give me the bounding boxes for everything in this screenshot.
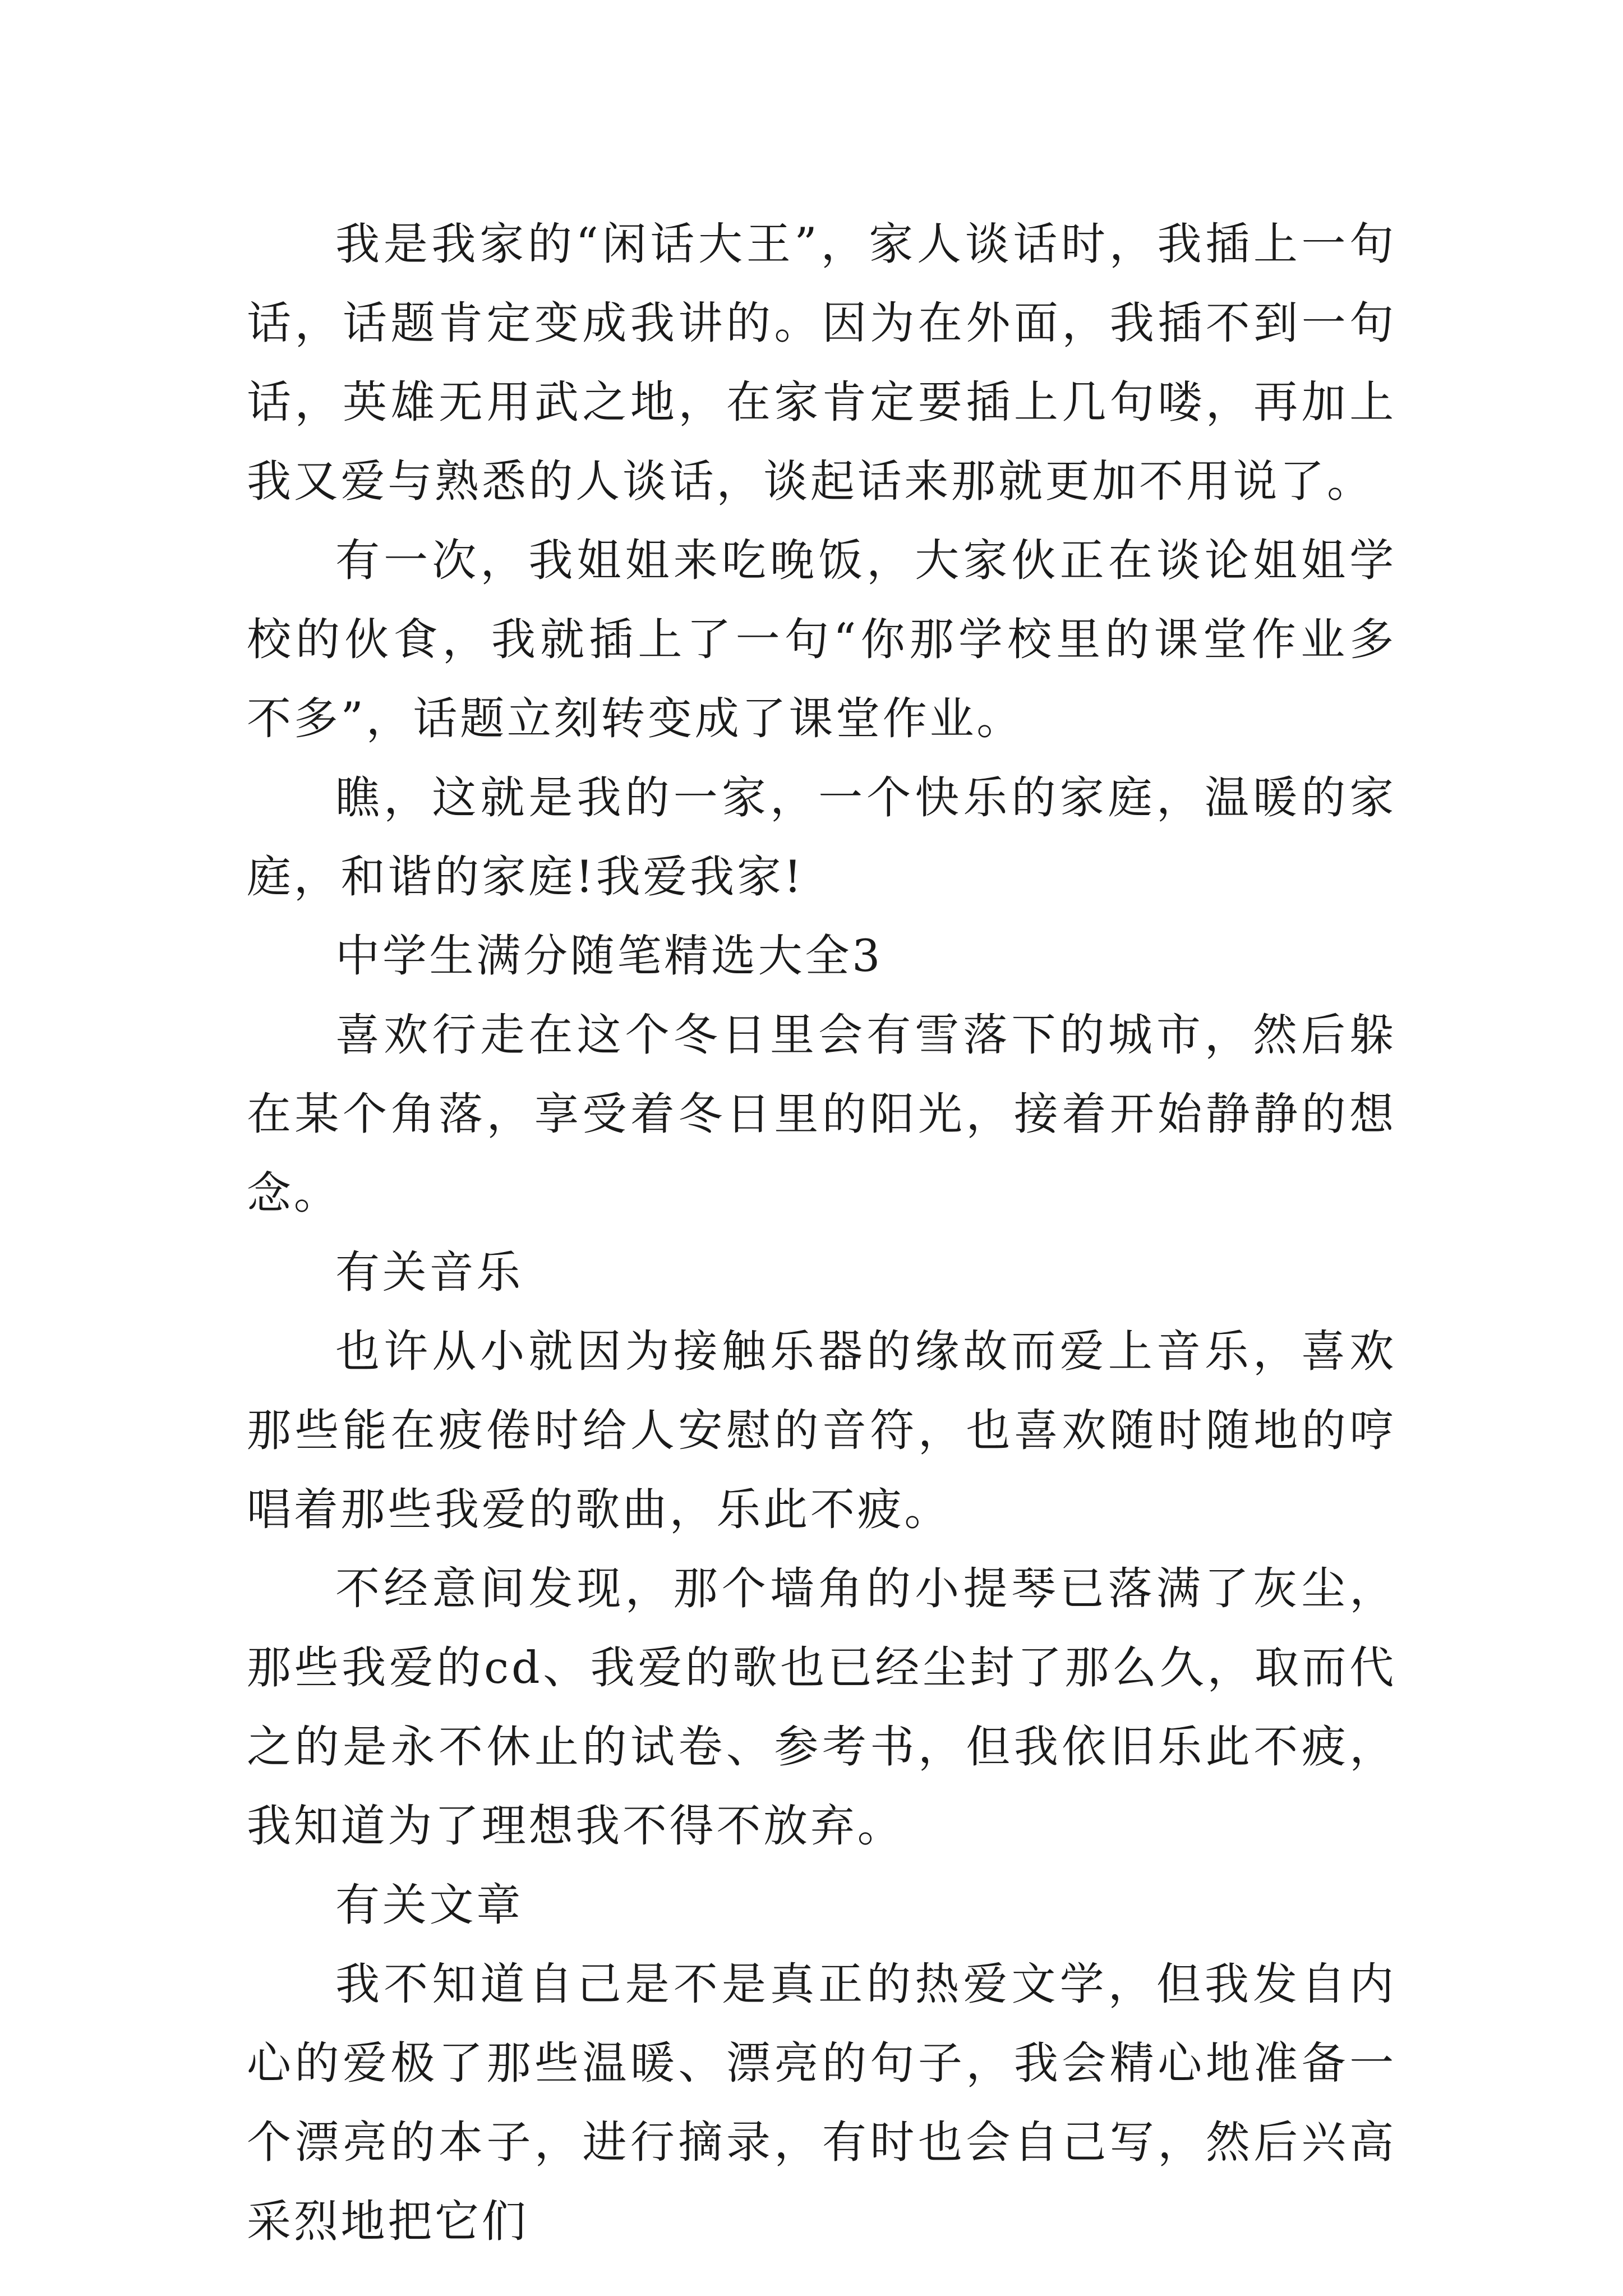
subheading-articles: 有关文章 — [335, 1879, 523, 1931]
paragraph-7: 我不知道自己是不是真正的热爱文学，但我发自内心的爱极了那些温暖、漂亮的句子，我会精心地准备一个漂亮的本子，进行摘录，有时也会自己写，然后兴高采烈地把它们 — [247, 1958, 1396, 2247]
paragraph-5: 也许从小就因为接触乐器的缘故而爱上音乐，喜欢那些能在疲倦时给人安慰的音符，也喜欢随时随地的哼唱着那些我爱的歌曲，乐此不疲。 — [247, 1326, 1396, 1535]
paragraph-3: 瞧，这就是我的一家，一个快乐的家庭，温暖的家庭，和谐的家庭!我爱我家! — [247, 772, 1396, 903]
paragraph-6: 不经意间发现，那个墙角的小提琴已落满了灰尘，那些我爱的cd、我爱的歌也已经尘封了那么久，取而代之的是永不休止的试卷、参考书，但我依旧乐此不疲，我知道为了理想我不得不放弃。 — [247, 1563, 1396, 1852]
paragraph-1: 我是我家的“闲话大王”，家人谈话时，我插上一句话，话题肯定变成我讲的。因为在外面，我插不到一句话，英雄无用武之地，在家肯定要插上几句喽，再加上我又爱与熟悉的人谈话，谈起话来那就更加不用说了。 — [247, 218, 1396, 507]
document-body — [247, 205, 1396, 2261]
paragraph-2: 有一次，我姐姐来吃晚饭，大家伙正在谈论姐姐学校的伙食，我就插上了一句“你那学校里的课堂作业多不多”，话题立刻转变成了课堂作业。 — [247, 535, 1396, 744]
section-heading-3: 中学生满分随笔精选大全3 — [335, 930, 883, 982]
subheading-music: 有关音乐 — [335, 1246, 523, 1298]
paragraph-4: 喜欢行走在这个冬日里会有雪落下的城市，然后躲在某个角落，享受着冬日里的阳光，接着开始静静的想念。 — [247, 1009, 1396, 1219]
